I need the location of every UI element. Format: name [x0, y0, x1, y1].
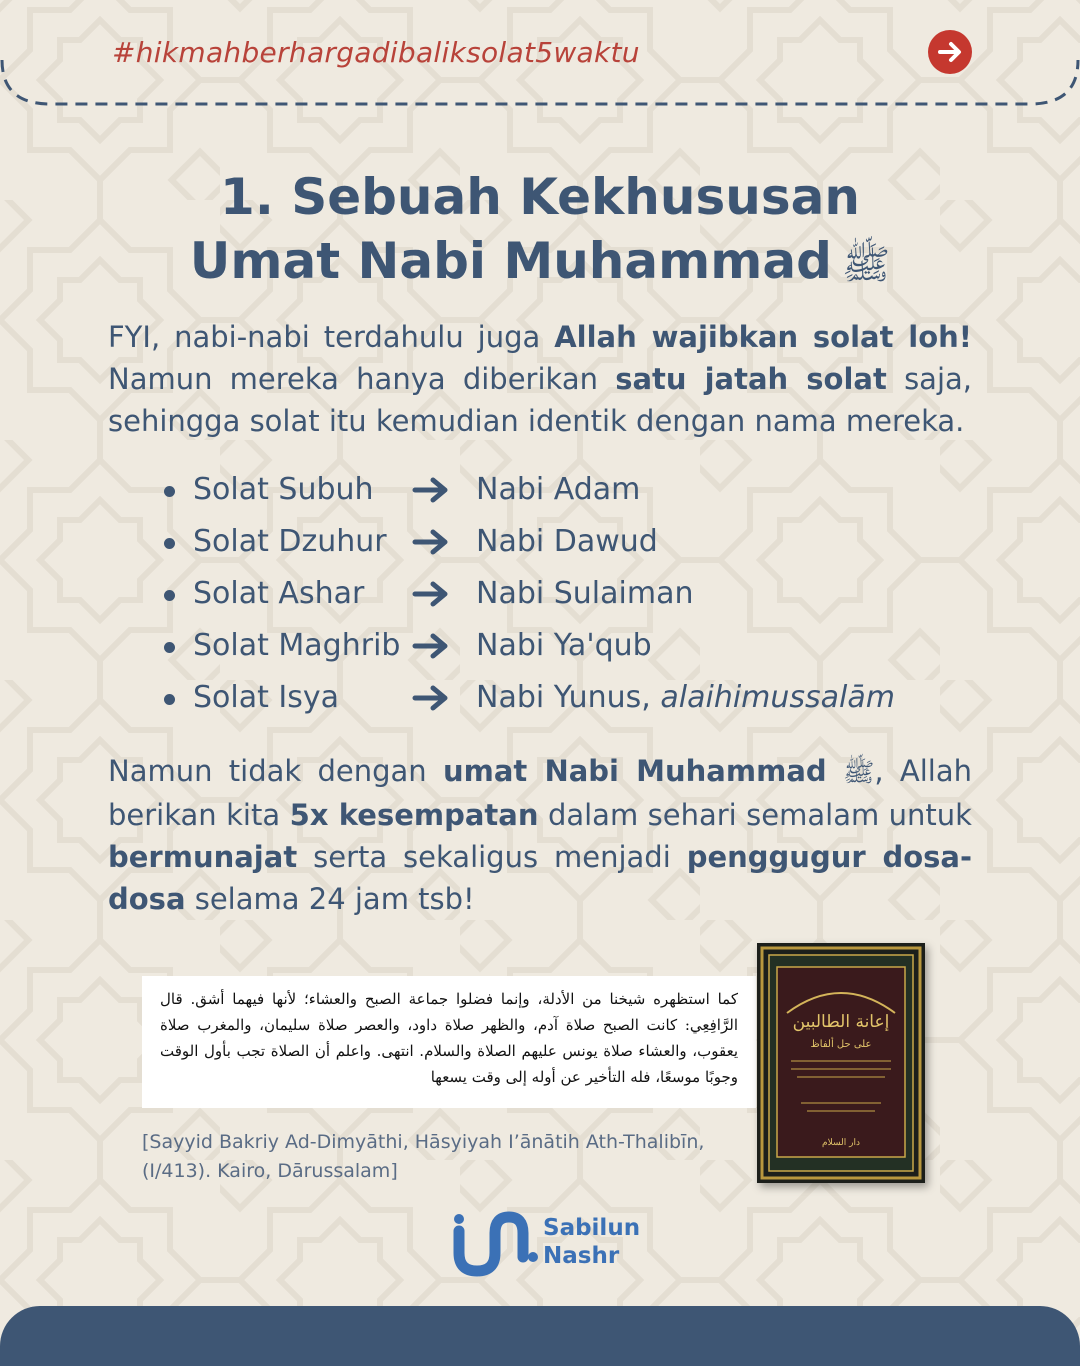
- logo-line-1: Sabilun: [543, 1215, 641, 1241]
- list-item: [160, 466, 980, 518]
- book-subtitle-glyphs: على حل ألفاظ: [810, 1039, 872, 1050]
- body-text-1: Namun tidak dengan: [108, 754, 443, 788]
- page-title: [0, 165, 1080, 297]
- source-citation: [Sayyid Bakriy Ad-Dimyāthi, Hāsyiyah I’ānātih Ath-Thalibīn, (I/413). Kairo, Dārussalam]: [142, 1131, 705, 1182]
- prophet-name: [476, 524, 658, 559]
- prayer-name: Solat Maghrib: [193, 628, 401, 663]
- book-publisher-glyphs: دار السلام: [822, 1138, 860, 1148]
- prophet-name: [476, 576, 693, 611]
- honorific-glyph: ﷺ: [842, 758, 875, 788]
- intro-text-2: Namun mereka hanya diberikan: [108, 362, 616, 396]
- bullet-dot: [164, 694, 175, 705]
- prayer-name: Solat Isya: [193, 680, 340, 715]
- list-item: [160, 674, 980, 726]
- body-text-3: dalam sehari semalam untuk: [538, 798, 972, 832]
- prophet-label: Nabi Dawud: [476, 524, 658, 559]
- body-paragraph: [108, 750, 972, 920]
- title-line-2-wrap: [0, 229, 1080, 297]
- body-text-4: serta sekaligus menjadi: [297, 840, 687, 874]
- prayer-name: Solat Dzuhur: [193, 524, 387, 559]
- prophet-label: Nabi Sulaiman: [476, 576, 694, 611]
- prophet-name: [476, 472, 640, 507]
- intro-bold-2: satu jatah solat: [615, 362, 887, 396]
- prayer-name: Solat Ashar: [193, 576, 365, 611]
- body-text-5: selama 24 jam tsb!: [185, 882, 475, 916]
- body-bold-2: 5x kesempatan: [289, 798, 539, 832]
- title-line-2: Umat Nabi Muhammad: [189, 232, 832, 290]
- list-item: [160, 622, 980, 674]
- bullet-dot: [164, 642, 175, 653]
- logo-wordmark: [543, 1214, 640, 1270]
- intro-bold-1: Allah wajibkan solat loh!: [554, 320, 973, 354]
- book-title-glyphs: إعانة الطالبين: [792, 1012, 890, 1032]
- body-text-2: , Allah berikan kita: [108, 754, 973, 832]
- bullet-dot: [164, 538, 175, 549]
- arrow-right-icon: [412, 528, 450, 556]
- prophet-label: Nabi Adam: [476, 472, 641, 507]
- hashtag-label: #hikmahberhargadibaliksolat5waktu: [112, 36, 640, 69]
- list-item: [160, 570, 980, 622]
- bullet-dot: [164, 486, 175, 497]
- prophet-name: [476, 680, 895, 715]
- arabic-quote-excerpt: كما استظهره شيخنا من الأدلة، وإنما فضلوا جماعة الصبح والعشاء؛ لأنها فيهما أشق. قال الرَّافِعِي: كانت الصبح صلاة آدم، والظهر صلاة داود، والعصر صلاة سليمان، والمغرب صلاة يعقوب، والعشاء صلاة يونس عليهم الصلاة والسلام. انتهى. واعلم أن الصلاة تجب بأول الوقت وجوبًا موسعًا، فله التأخير عن أوله إلى وقت يسعها: [142, 976, 756, 1108]
- book-cover-image: [757, 943, 925, 1183]
- prophet-name: [476, 628, 652, 663]
- arrow-right-icon: [412, 580, 450, 608]
- prophet-label: Nabi Yunus,: [476, 680, 661, 715]
- prayer-prophet-list: [160, 466, 980, 726]
- arrow-right-circle-icon: [928, 30, 972, 74]
- intro-paragraph: [108, 316, 972, 442]
- honorific-glyph: ﷺ: [841, 241, 891, 288]
- title-line-1: 1. Sebuah Kekhususan: [220, 168, 860, 226]
- logo-line-2: Nashr: [543, 1243, 620, 1269]
- arrow-right-icon: [412, 684, 450, 712]
- body-bold-1: umat Nabi Muhammad: [442, 754, 827, 788]
- intro-text-1: FYI, nabi-nabi terdahulu juga: [108, 320, 555, 354]
- body-bold-4: penggugur dosa-dosa: [108, 840, 972, 916]
- footer-bar: [0, 1306, 1080, 1366]
- list-item: [160, 518, 980, 570]
- prophet-suffix: alaihimussalām: [660, 680, 895, 715]
- next-slide-button[interactable]: [928, 30, 972, 74]
- arrow-right-icon: [412, 476, 450, 504]
- bullet-dot: [164, 590, 175, 601]
- arrow-right-icon: [412, 632, 450, 660]
- prayer-name: Solat Subuh: [193, 472, 374, 507]
- body-bold-3: bermunajat: [108, 840, 298, 874]
- prophet-label: Nabi Ya'qub: [476, 628, 652, 663]
- intro-text-3: saja, sehingga solat itu kemudian identik dengan nama mereka.: [108, 362, 972, 438]
